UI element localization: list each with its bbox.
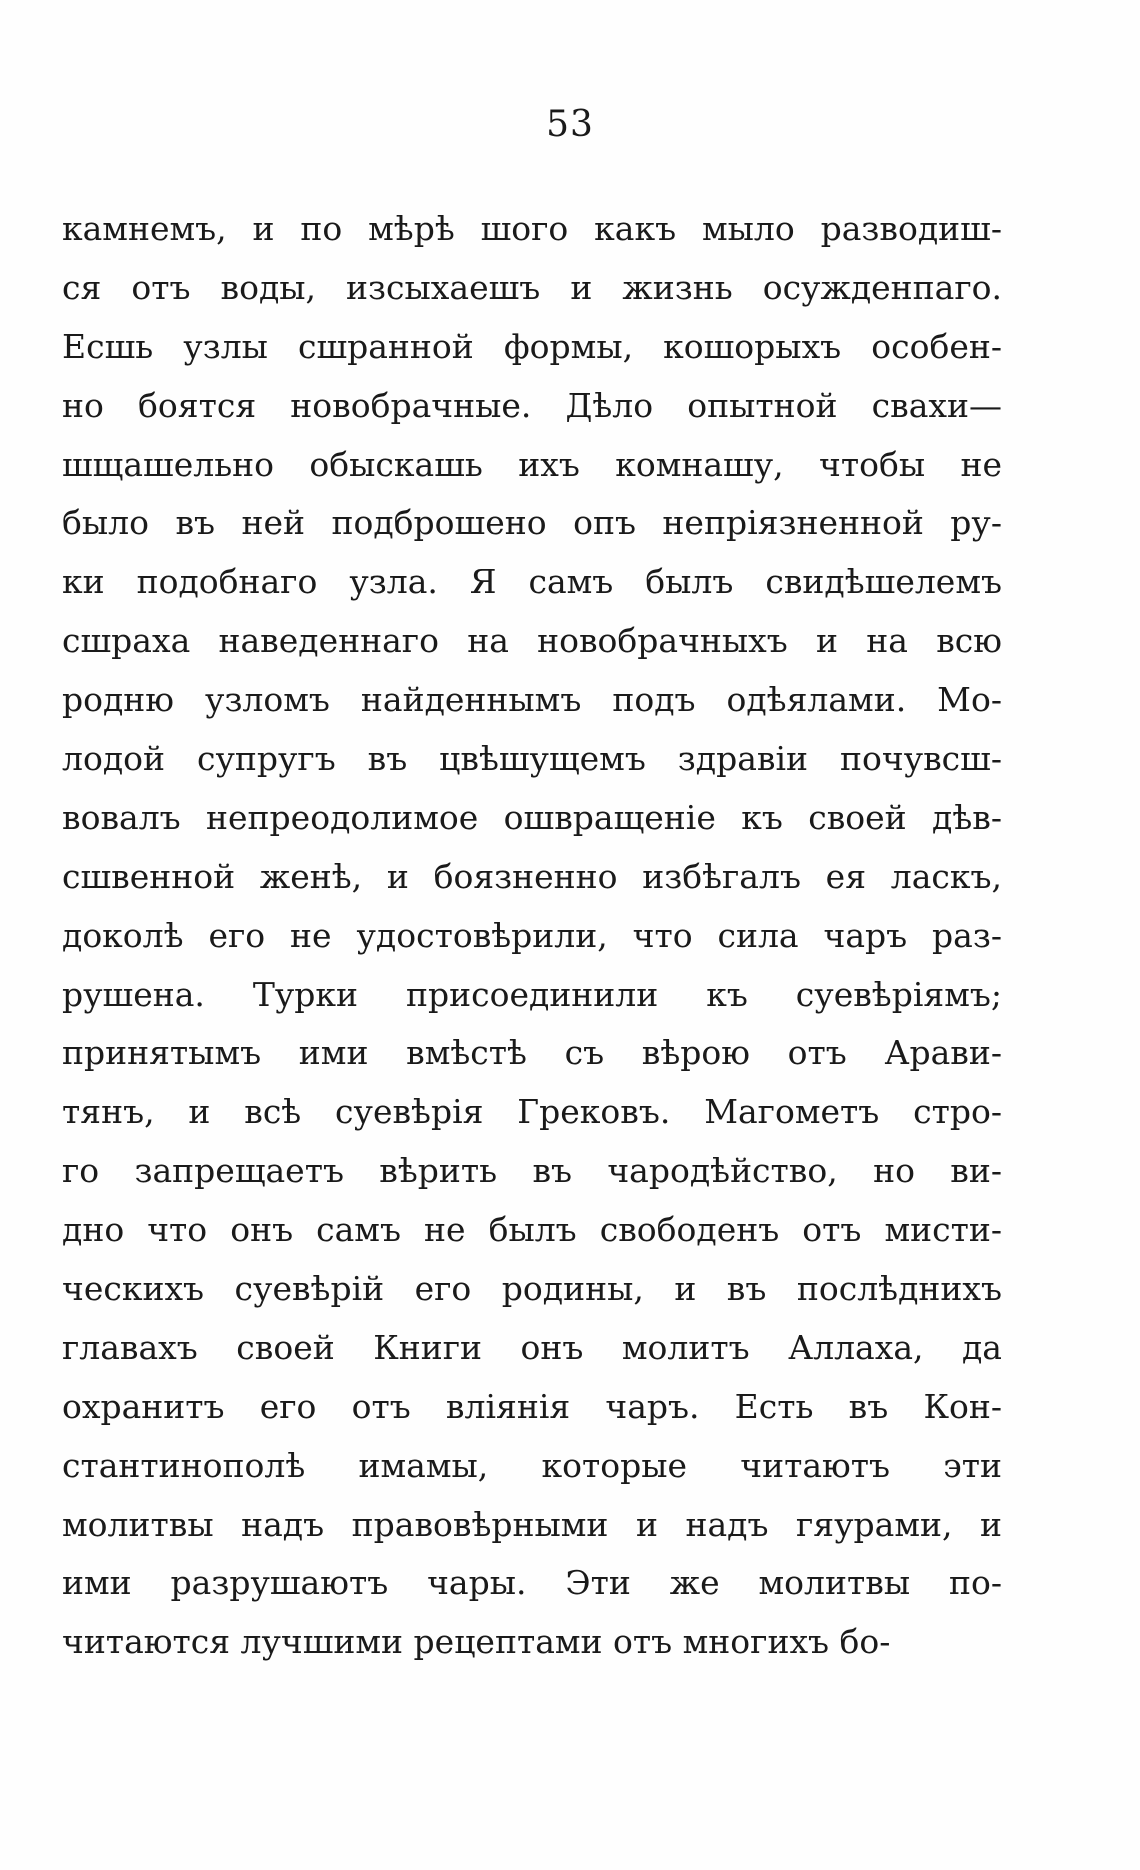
text-line: вовалъ непреодолимое ошвращеніе къ своей дѣв-	[62, 797, 1002, 837]
body-text	[62, 200, 1002, 1672]
text-line: дно что онъ самъ не былъ свободенъ отъ мисти-	[62, 1210, 1002, 1250]
text-line: шщашельно обыскашь ихъ комнашу, чтобы не	[62, 444, 1002, 484]
text-line: ческихъ суевѣрій его родины, и въ послѣднихъ	[62, 1269, 1002, 1309]
text-line: лодой супругъ въ цвѣшущемъ здравіи почувсш-	[62, 739, 1002, 779]
text-line: главахъ своей Книги онъ молитъ Аллаха, да	[62, 1327, 1002, 1367]
text-line: принятымъ ими вмѣстѣ съ вѣрою отъ Арави-	[62, 1033, 1002, 1073]
text-line: сшраха наведеннаго на новобрачныхъ и на всю	[62, 621, 1002, 661]
text-line: молитвы надъ правовѣрными и надъ гяурами, и	[62, 1504, 1002, 1544]
text-line: сшвенной женѣ, и боязненно избѣгалъ ея ласкъ,	[62, 856, 1002, 896]
text-line: охранитъ его отъ вліянія чаръ. Есть въ Кон-	[62, 1386, 1002, 1426]
text-line: ся отъ воды, изсыхаешъ и жизнь осужденпаго.	[62, 267, 1002, 307]
page-number: 53	[546, 104, 594, 145]
text-line: но боятся новобрачные. Дѣло опытной свахи—	[62, 385, 1002, 425]
text-line: рушена. Турки присоединили къ суевѣріямъ;	[62, 974, 1002, 1014]
text-line: го запрещаетъ вѣрить въ чародѣйство, но ви-	[62, 1151, 1002, 1191]
text-line: читаются лучшими рецептами отъ многихъ бо-	[62, 1622, 891, 1662]
text-line: ими разрушаютъ чары. Эти же молитвы по-	[62, 1563, 1002, 1603]
text-line: ки подобнаго узла. Я самъ былъ свидѣшелемъ	[62, 562, 1002, 602]
text-line: доколѣ его не удостовѣрили, что сила чаръ раз-	[62, 915, 1002, 955]
text-line: Есшь узлы сшранной формы, кошорыхъ особен-	[62, 326, 1002, 366]
text-line: было въ ней подброшено опъ непріязненной ру-	[62, 503, 1002, 543]
text-line: тянъ, и всѣ суевѣрія Грековъ. Магометъ стро-	[62, 1092, 1002, 1132]
text-line-1	[62, 200, 1002, 259]
text-line: родню узломъ найденнымъ подъ одѣялами. Мо-	[62, 680, 1002, 720]
line-text: камнемъ, и по мѣрѣ шого какъ мыло разводиш-	[62, 209, 1002, 248]
text-line: стантинополѣ имамы, которые читаютъ эти	[62, 1445, 1002, 1485]
